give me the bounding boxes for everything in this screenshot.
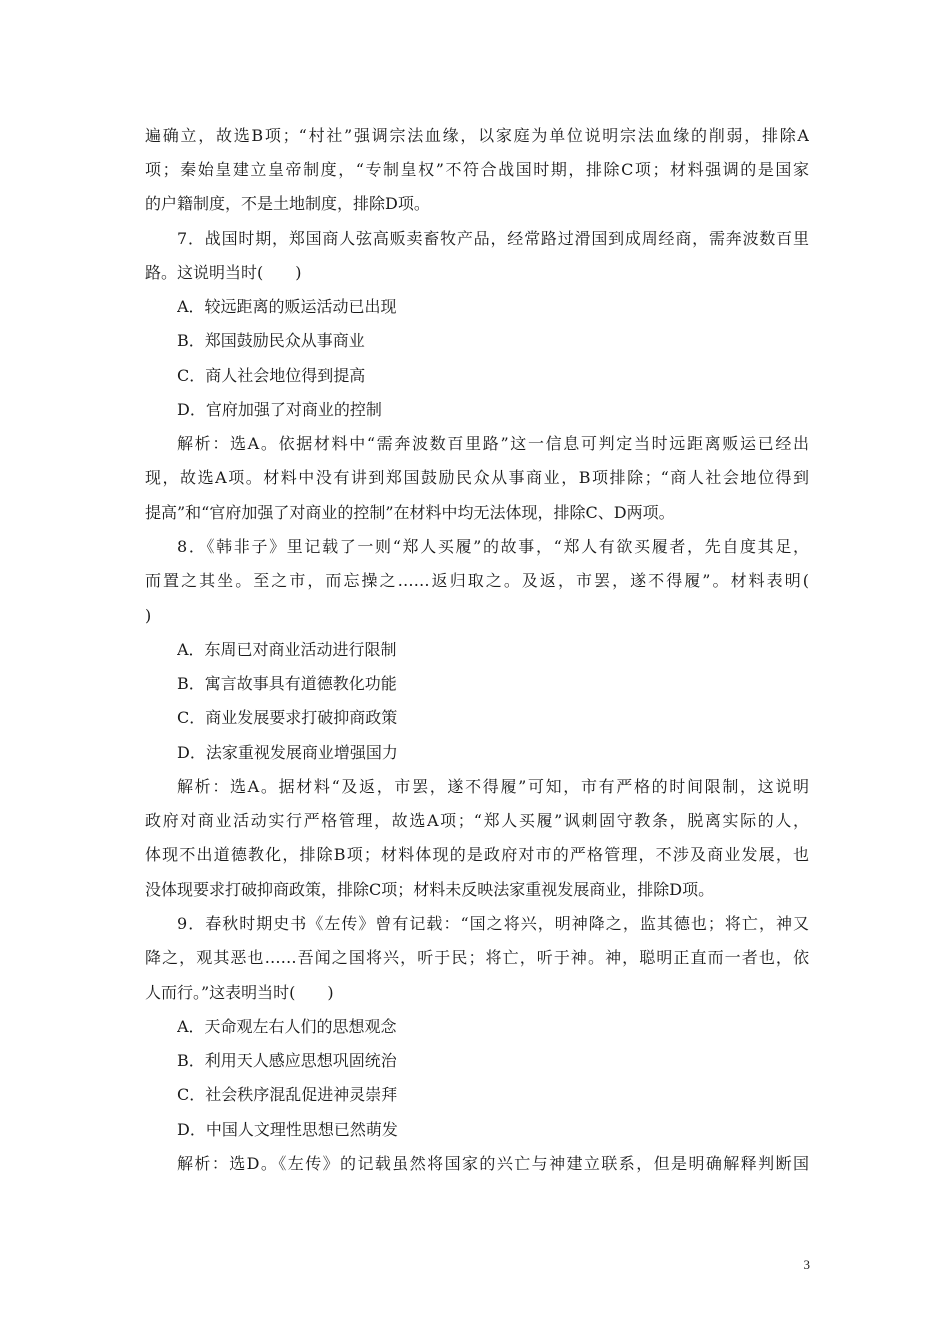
question-9-option-a: A．天命观左右人们的思想观念: [177, 1017, 397, 1036]
question-9-stem: 9．春秋时期史书《左传》曾有记载：“国之将兴，明神降之，监其德也；将亡，神又: [177, 914, 809, 933]
question-9-option-d: D．中国人文理性思想已然萌发: [177, 1120, 398, 1139]
question-8-stem: 而置之其坐。至之市，而忘操之……返归取之。及返，市罢，遂不得履”。材料表明(: [145, 571, 809, 590]
question-7-stem: 7．战国时期，郑国商人弦高贩卖畜牧产品，经常路过滑国到成周经商，需奔波数百里: [177, 229, 809, 248]
question-8-analysis: 没体现要求打破抑商政策，排除C项；材料未反映法家重视发展商业，排除D项。: [145, 880, 715, 899]
question-9-stem: 降之，观其恶也……吾闻之国将兴，听于民；将亡，听于神。神，聪明正直而一者也，依: [145, 948, 809, 967]
question-7-analysis: 提高”和“官府加强了对商业的控制”在材料中均无法体现，排除C、D两项。: [145, 503, 675, 522]
question-7-analysis: 现，故选A项。材料中没有讲到郑国鼓励民众从事商业，B项排除；“商人社会地位得到: [145, 468, 809, 487]
question-7-option-d: D．官府加强了对商业的控制: [177, 400, 382, 419]
question-8-option-a: A．东周已对商业活动进行限制: [177, 640, 397, 659]
question-7-option-c: C．商人社会地位得到提高: [177, 366, 366, 385]
question-7-stem: 路。这说明当时( ): [145, 263, 302, 282]
question-8-stem: 8．《韩非子》里记载了一则“郑人买履”的故事，“郑人有欲买履者，先自度其足，: [177, 537, 809, 556]
paragraph-line: 遍确立，故选B项；“村社”强调宗法血缘，以家庭为单位说明宗法血缘的削弱，排除A: [145, 126, 809, 145]
paragraph-line: 项；秦始皇建立皇帝制度，“专制皇权”不符合战国时期，排除C项；材料强调的是国家: [145, 160, 809, 179]
question-7-analysis: 解析：选A。依据材料中“需奔波数百里路”这一信息可判定当时远距离贩运已经出: [177, 434, 809, 453]
question-9-option-b: B．利用天人感应思想巩固统治: [177, 1051, 397, 1070]
page-number: 3: [803, 1257, 810, 1272]
question-9-analysis: 解析：选D。《左传》的记载虽然将国家的兴亡与神建立联系，但是明确解释判断国: [177, 1154, 809, 1173]
question-8-analysis: 解析：选A。据材料“及返，市罢，遂不得履”可知，市有严格的时间限制，这说明: [177, 777, 809, 796]
question-8-analysis: 政府对商业活动实行严格管理，故选A项；“郑人买履”讽刺固守教条，脱离实际的人，: [145, 811, 809, 830]
question-8-stem: ): [145, 606, 152, 625]
question-8-option-b: B．寓言故事具有道德教化功能: [177, 674, 397, 693]
question-8-option-c: C．商业发展要求打破抑商政策: [177, 708, 398, 727]
question-8-option-d: D．法家重视发展商业增强国力: [177, 743, 398, 762]
question-7-option-b: B．郑国鼓励民众从事商业: [177, 331, 365, 350]
question-8-analysis: 体现不出道德教化，排除B项；材料体现的是政府对市的严格管理，不涉及商业发展，也: [145, 845, 809, 864]
paragraph-line: 的户籍制度，不是土地制度，排除D项。: [145, 194, 430, 213]
question-9-stem: 人而行。”这表明当时( ): [145, 983, 334, 1002]
question-7-option-a: A．较远距离的贩运活动已出现: [177, 297, 397, 316]
question-9-option-c: C．社会秩序混乱促进神灵崇拜: [177, 1085, 398, 1104]
